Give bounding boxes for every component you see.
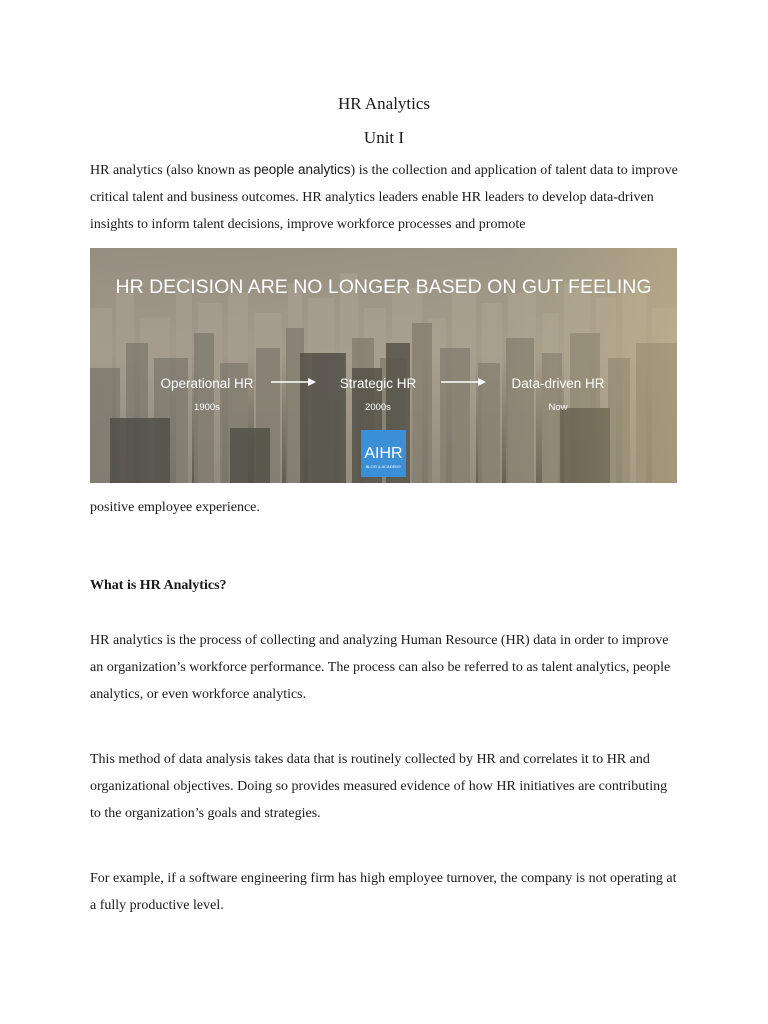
logo-text: AIHR: [364, 445, 403, 462]
intro-text-after: ) is the collection and application of talent data to improve critical talent and business outcomes. HR analytics leaders enable HR leaders to develop data-driven insights to inform talent decisions, improve workforce processes and promote: [90, 163, 678, 232]
stage-strategic-era: 2000s: [365, 402, 391, 413]
aihr-logo: [361, 430, 406, 477]
stage-datadriven-label: Data-driven HR: [511, 376, 605, 391]
section-heading: What is HR Analytics?: [90, 578, 227, 593]
stage-datadriven-era: Now: [548, 402, 568, 413]
document-subtitle: Unit I: [363, 128, 405, 147]
intro-highlight: people analytics: [253, 162, 351, 177]
stage-strategic-label: Strategic HR: [339, 376, 417, 391]
logo-subtext: BLOG & ACADEMY: [365, 464, 402, 469]
paragraph-example: For example, if a software engineering firm has high employee turnover, the company is not operating at a fully productive level.: [90, 871, 677, 913]
figure-headline: HR DECISION ARE NO LONGER BASED ON GUT FEELING: [115, 276, 652, 298]
intro-text-before: HR analytics (also known as: [90, 163, 254, 178]
intro-paragraph: [90, 156, 680, 238]
stage-operational-label: Operational HR: [160, 376, 254, 391]
stage-operational-era: 1900s: [194, 402, 220, 413]
intro-tail: positive employee experience.: [90, 500, 260, 515]
paragraph-definition: HR analytics is the process of collecting and analyzing Human Resource (HR) data in order to improve an organization’s workforce performance. The process can also be referred to as talent analytics, people analytics, or even workforce analytics.: [90, 633, 671, 702]
document-title: HR Analytics: [337, 94, 431, 113]
figure-canvas: [90, 248, 677, 483]
hr-evolution-figure: [90, 248, 677, 483]
paragraph-method: This method of data analysis takes data that is routinely collected by HR and correlates it to HR and organizational objectives. Doing so provides measured evidence of how HR initiatives are contributing to the organization’s goals and strategies.: [90, 752, 668, 821]
